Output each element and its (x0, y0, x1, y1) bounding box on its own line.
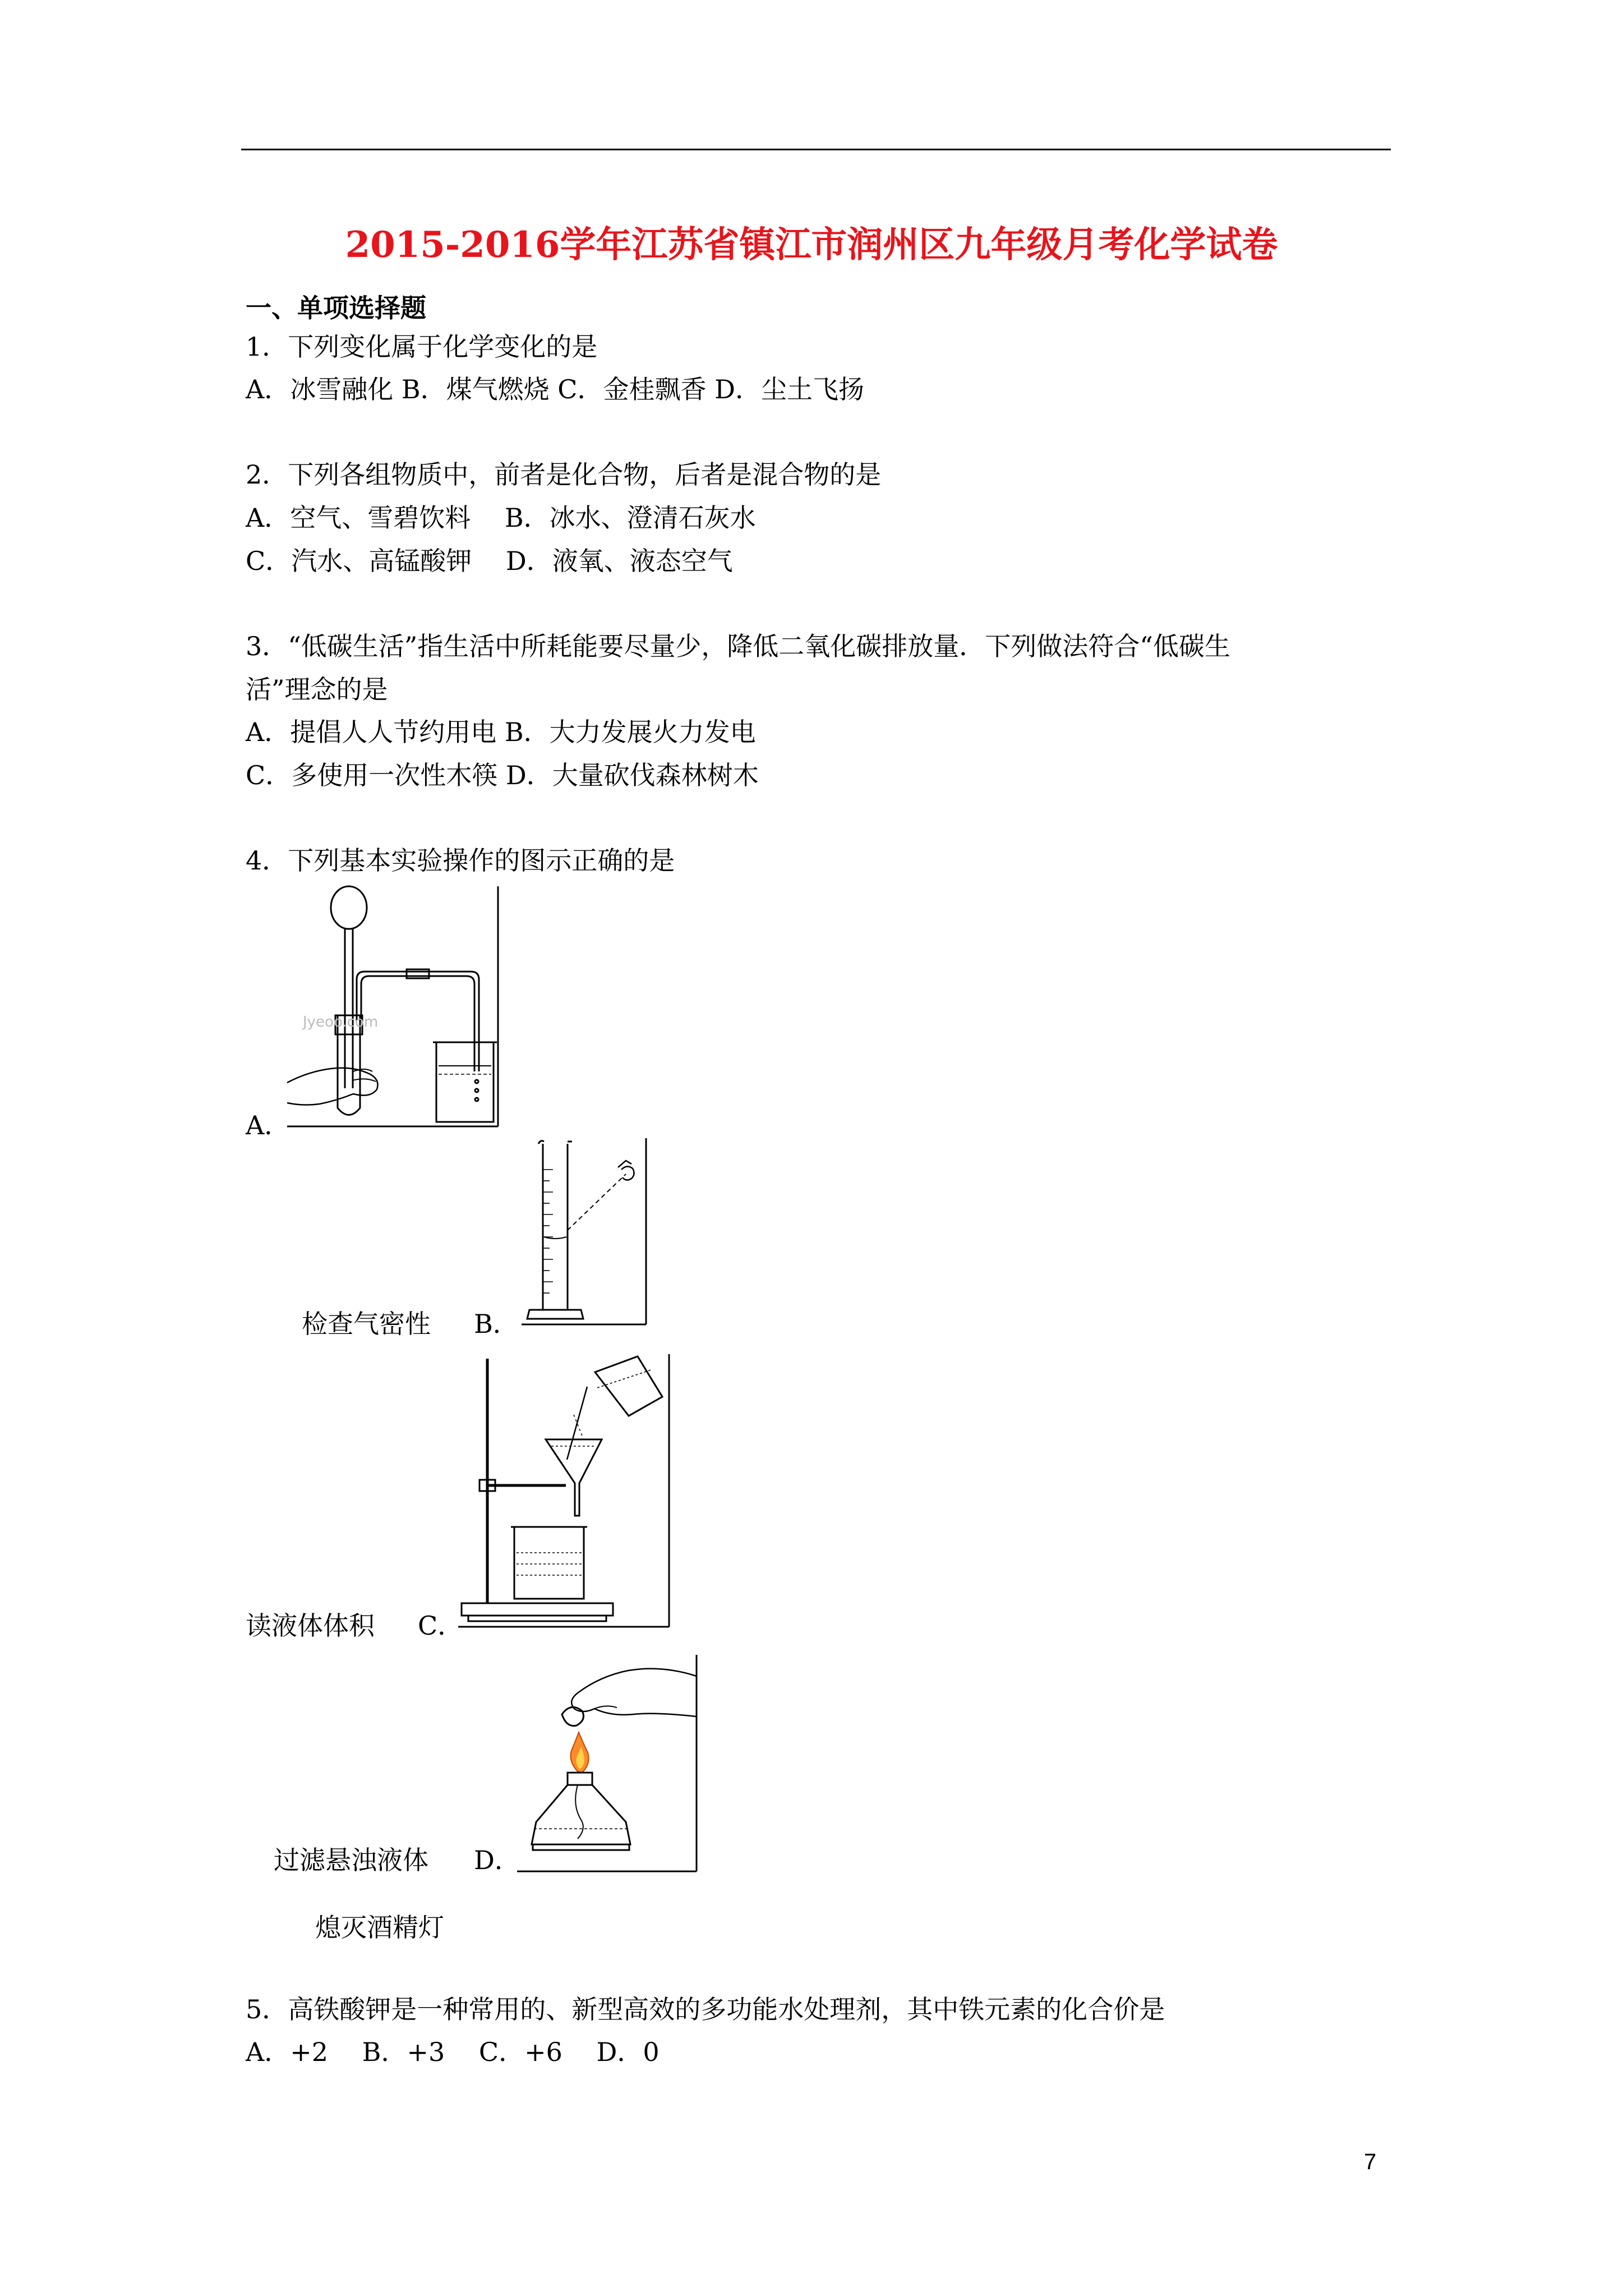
option-a-label: A． (246, 1110, 291, 1140)
question-4-stem: 4．下列基本实验操作的图示正确的是 (246, 845, 675, 876)
figure-a-airtightness-check (286, 881, 510, 1133)
question-3-options-line1: A．提倡人人节约用电 B．大力发展火力发电 (246, 717, 756, 747)
figure-b-read-cylinder (522, 1136, 662, 1327)
option-c-label: C． (418, 1611, 464, 1641)
figure-d-extinguish-lamp (516, 1654, 701, 1875)
page-title: 2015-2016学年江苏省镇江市润州区九年级月考化学试卷 (345, 224, 1278, 266)
question-5-stem: 5．高铁酸钾是一种常用的、新型高效的多功能水处理剂，其中铁元素的化合价是 (246, 1994, 1165, 2024)
option-d-label: D． (474, 1845, 520, 1875)
question-2-options-line2: C．汽水、高锰酸钾 D．液氧、液态空气 (246, 546, 733, 576)
caption-b: 读液体体积 (246, 1611, 375, 1641)
caption-a: 检查气密性 (302, 1309, 431, 1339)
question-3-options-line2: C．多使用一次性木筷 D．大量砍伐森林树木 (246, 760, 759, 790)
question-2-stem: 2．下列各组物质中，前者是化合物，后者是混合物的是 (246, 459, 882, 490)
question-5-options: A．+2 B．+3 C．+6 D．0 (246, 2037, 660, 2067)
question-3-stem-line1: 3．“低碳生活”指生活中所耗能要尽量少，降低二氧化碳排放量．下列做法符合“低碳生 (246, 631, 1230, 661)
question-1-options: A．冰雪融化 B．煤气燃烧 C．金桂飘香 D．尘土飞扬 (246, 374, 864, 404)
page-number: 7 (1364, 2150, 1377, 2174)
watermark-text: Jyeoo.com (303, 1014, 379, 1030)
caption-c: 过滤悬浊液体 (274, 1845, 428, 1875)
caption-d: 熄灭酒精灯 (315, 1912, 444, 1943)
question-1-stem: 1．下列变化属于化学变化的是 (246, 332, 598, 362)
section-heading: 一、单项选择题 (246, 293, 426, 323)
header-rule (241, 149, 1391, 150)
question-3-stem-line2: 活”理念的是 (246, 674, 388, 705)
figure-c-filtration (457, 1353, 676, 1634)
question-2-options-line1: A．空气、雪碧饮料 B．冰水、澄清石灰水 (246, 503, 756, 533)
option-b-label: B． (474, 1309, 519, 1339)
